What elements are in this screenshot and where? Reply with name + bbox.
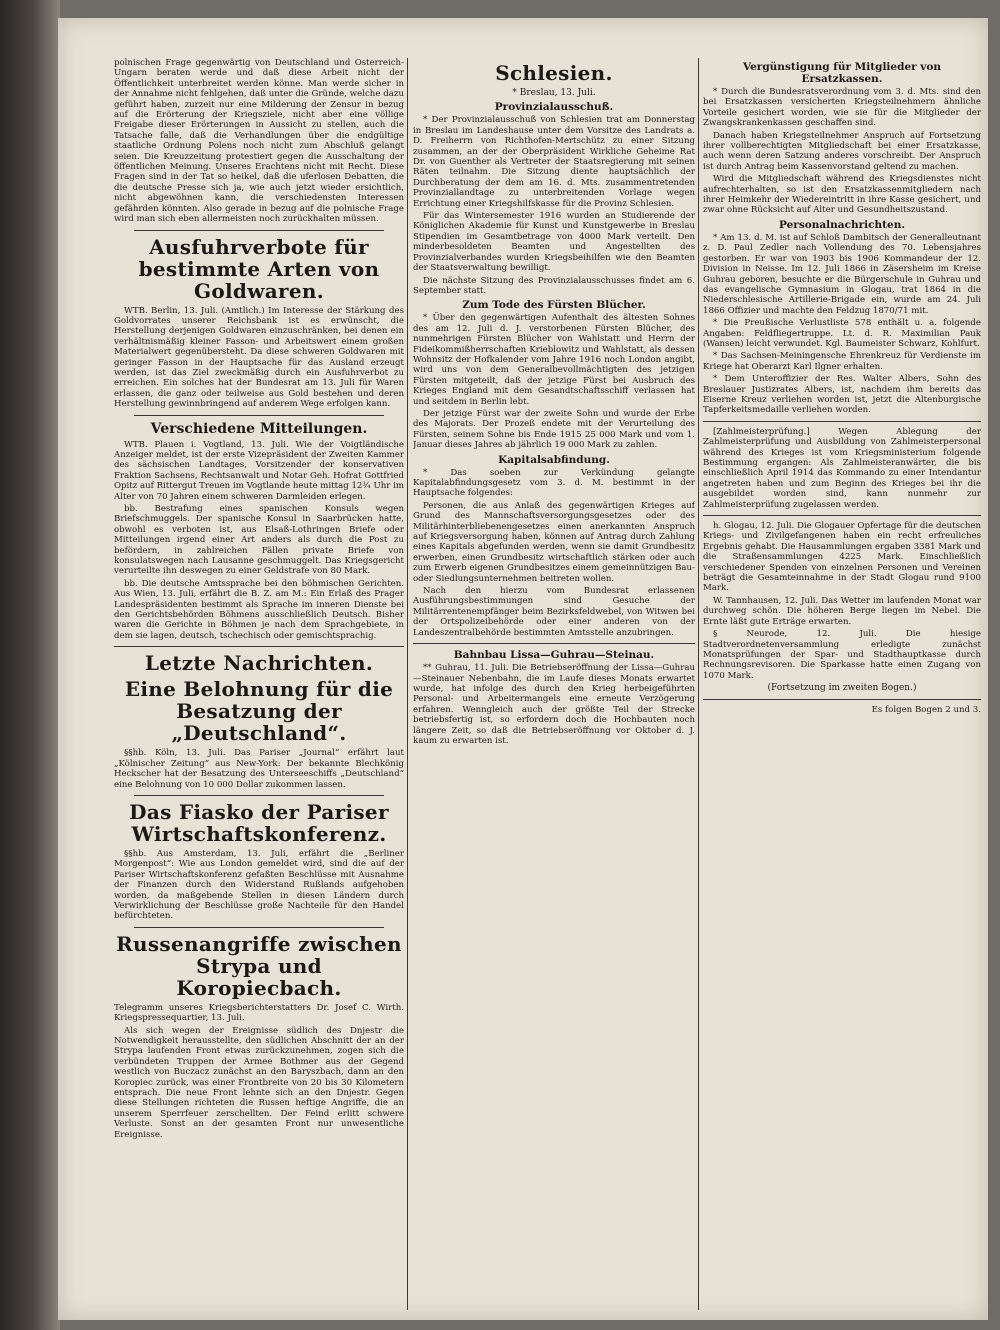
article-text: WTB. Berlin, 13. Juli. (Amtlich.) Im Interesse der Stärkung des Goldvorrates unserer Reichsbank ist es erwünscht, die Herstellung derjenigen Goldwaren einzuschränken, bei denen ein verhältnismäßig kleiner Fasson- und Arbeitswert einem großen Materialwert gegenübersteht. Da diese schweren Goldwaren mit geringer Fasson in der Hauptsache für das Ausland erzeugt werden, ist das Ziel zweckmäßig durch ein Ausfuhrverbot zu erreichen. Ein solches hat der Bundesrat am 13. Juli für Waren erlassen, die ganz oder teilweise aus Gold bestehen und deren Herstellung gewinnbringend auf anderem Wege erfolgen kann. — [114, 305, 404, 410]
continuation-note: (Fortsetzung im zweiten Bogen.) — [767, 683, 917, 694]
intro-paragraph: polnischen Frage gegenwärtig von Deutschland und Österreich-Ungarn beraten werde und daß diese Arbeit nicht der Öffentlichkeit unterbreitet werden könne. Man werde sicher in der Annahme nicht fehlgehen, daß unter die Gründe, welche dazu geführt haben, zurzeit nur eine Milderung der Zensur in bezug auf die Erörterung der Kriegsziele, nicht aber eine völlige Freigabe dieser Erörterungen in Aussicht zu stellen, auch die Tatsache falle, daß die Verhandlungen über die endgültige staatliche Ordnung Polens noch nicht zum Abschluß gelangt seien. Die Kreuzzeitung protestiert gegen die Ausschaltung der öffentlichen Meinung. Unseres Erachtens nicht mit Recht. Diese Fragen sind in der Tat so heikel, daß die uferlosen Debatten, die die deutsche Presse sich ja, wie auch jetzt wieder ersichtlich, nicht abgewöhnen kann, die verschiedensten Interessen gefährden könnten. Also gerade in bezug auf die polnische Frage wird man sich eben allermeisten noch zurückhalten müssen. — [114, 58, 404, 225]
article-headline: Bahnbau Lissa—Guhrau—Steinau. — [453, 649, 655, 662]
divider — [134, 415, 384, 416]
section-headline: Letzte Nachrichten. — [144, 651, 374, 676]
column-left — [114, 58, 404, 1310]
article-headline: Kapitalsabfindung. — [498, 453, 610, 466]
article-headline: Zum Tode des Fürsten Blücher. — [462, 299, 646, 312]
column-rule — [698, 58, 699, 1310]
divider — [134, 230, 384, 231]
article-text: Für das Wintersemester 1916 wurden an Studierende der Königlichen Akademie für Kunst und Kunstgewerbe in Breslau Stipendien im Gesamtbetrage von 4000 Mark verteilt. Den minderbesoldeten Beamten und Angestellten des Provinzialverbandes wurden Kriegsbeihilfen wie den Beamten der Staatsverwaltung bewilligt. — [413, 211, 695, 274]
article-text: ** Guhrau, 11. Juli. Die Betriebseröffnung der Lissa—Guhrau—Steinauer Nebenbahn, die im Laufe dieses Monats erwartet wurde, hat infolge des durch den Krieg herbeigeführten Personal- und Arbeitermangels eine erneute Verzögerung erfahren. Wenngleich auch der größte Teil der Strecke betriebsfertig ist, so erfordern doch die Hochbauten noch längere Zeit, so daß die Betriebseröffnung vor Oktober d. J. kaum zu erwarten ist. — [413, 663, 695, 746]
article-text: Danach haben Kriegsteilnehmer Anspruch auf Fortsetzung ihrer vollberechtigten Mitgliedschaft bei einer Ersatzkasse, auch wenn deren Satzung anderes vorschreibt. Der Anspruch ist durch Antrag beim Kassenvorstand geltend zu machen. — [703, 130, 981, 172]
divider — [703, 515, 981, 516]
article-text: * Über den gegenwärtigen Aufenthalt des ältesten Sohnes des am 12. Juli d. J. verstorbenen Fürsten Blücher, des nunmehrigen Fürsten Blücher von Wahlstatt und Herrn der Fideikommißherrschaften Krieblowitz und Wahlstatt, als dessen Wohnsitz der Hofkalender vom Jahre 1916 noch London angibt, wird uns von dem Generalbevollmächtigten des jetzigen Fürsten mitgeteilt, daß der jetzige Fürst bei Ausbruch des Krieges England mit dem Gesandtschaftsschiff verlassen hat und seitdem in Berlin lebt. — [413, 313, 695, 407]
article-text: * Durch die Bundesratsverordnung vom 3. d. Mts. sind den bei Ersatzkassen versicherten Kriegsteilnehmern ähnliche Vorteile gesichert worden, wie sie für die Mitglieder der Zwangskrankenkassen geschaffen sind. — [703, 87, 981, 129]
article-text: Die nächste Sitzung des Provinzialausschusses findet am 6. September statt. — [413, 275, 695, 296]
newspaper-page — [58, 18, 988, 1320]
dateline: * Breslau, 13. Juli. — [512, 88, 596, 98]
divider — [413, 643, 695, 644]
article-text: W. Tannhausen, 12. Juli. Das Wetter im laufenden Monat war durchweg schön. Die höheren Berge liegen im Nebel. Die Ernte läßt gute Erträge erwarten. — [703, 595, 981, 627]
article-text: Als sich wegen der Ereignisse südlich des Dnjestr die Notwendigkeit herausstellte, den südlichen Abschnitt der an der Strypa laufenden Front etwas zurückzunehmen, zogen sich die verbündeten Truppen der Armee Bothmer aus der Gegend westlich von Buczacz zunächst an den Baryszbach, dann an den Koropiec zurück, was einer Frontbreite von 20 bis 30 Kilometern entsprach. Die neue Front lehnte sich an den Dnjestr. Gegen diese Stellungen richteten die Russen heftige Angriffe, die an unserem Sperrfeuer zerschellten. Der Feind erlitt schwere Verluste. Sonst an der gesamten Front nur unwesentliche Ereignisse. — [114, 1025, 404, 1140]
article-byline: Telegramm unseres Kriegsberichterstatters Dr. Josef C. Wirth. Kriegspressequartier, 13. Juli. — [114, 1002, 404, 1024]
divider — [114, 646, 404, 647]
article-text: * Der Provinzialausschuß von Schlesien trat am Donnerstag in Breslau im Landeshause unter dem Vorsitze des Landrats a. D. Freiherrn von Richthofen-Mertschütz zu einer Sitzung zusammen, an der der Oberpräsident Wirkliche Geheime Rat Dr. von Guenther als Vertreter der Staatsregierung mit seinen Räten teilnahm. Die Sitzung diente hauptsächlich der Durchberatung der dem am 16. d. Mts. zusammentretenden Provinziallandtage zu unterbreitenden Vorlage wegen Errichtung einer Kriegshilfskasse für die Provinz Schlesien. — [413, 115, 695, 209]
article-text: WTB. Plauen i. Vogtland, 13. Juli. Wie der Voigtländische Anzeiger meldet, ist der erste Vizepräsident der Zweiten Kammer des sächsischen Landtages, Vorsitzender der konservativen Fraktion Sachsens, Rechtsanwalt und Notar Geh. Hofrat Gottfried Opitz auf Rittergut Treuen im Vogtlande heute mittag 12¾ Uhr im Alter von 70 Jahren einem schweren Darmleiden erlegen. — [114, 439, 404, 502]
divider — [703, 699, 981, 700]
article-text: Personen, die aus Anlaß des gegenwärtigen Krieges auf Grund des Mannschaftsversorgungsgesetzes oder des Militärhinterbliebenengesetzes einen anerkannten Anspruch auf Kriegsversorgung haben, können auf Antrag durch Zahlung eines Kapitals abgefunden werden, wenn sie damit Grundbesitz erwerben, einen Grundbesitz wirtschaftlich stärken oder auch zum Erwerb eigenen Grundbesitzes einem gemeinnützigen Bau- oder Siedlungsunternehmen beitreten wollen. — [413, 500, 695, 584]
article-headline: Provinzialausschuß. — [494, 101, 614, 114]
book-binding — [0, 0, 60, 1330]
article-headline: Verschiedene Mitteilungen. — [150, 420, 368, 437]
article-text: § Neurode, 12. Juli. Die hiesige Stadtverordnetenversammlung erledigte zunächst Monatsprüfungen der Spar- und Stadthauptkasse durch Rechnungsrevisoren. Die Sparkasse hatte einen Zugang von 1070 Mark. — [703, 629, 981, 681]
article-text: bb. Bestrafung eines spanischen Konsuls wegen Briefschmuggels. Der spanische Konsul in Saarbrücken hatte, obwohl es verboten ist, aus Elsaß-Lothringen Briefe oder Mitteilungen irgend einer Art anders als durch die Post zu befördern, in zahlreichen Fällen private Briefe von konsulatswegen nach Lausanne geschmuggelt. Das Kriegsgericht verurteilte ihn deswegen zu einer Geldstrafe von 80 Mark. — [114, 504, 404, 577]
article-text: bb. Die deutsche Amtssprache bei den böhmischen Gerichten. Aus Wien, 13. Juli, erfährt die B. Z. am M.: Ein Erlaß des Prager Landespräsidenten bestimmt als Sprache im inneren Dienste bei den Gerichtsbehörden Böhmens ausschließlich Deutsch. Bisher waren die Gerichte in Böhmen je nach dem Sprachgebiete, in dem sie lagen, deutsch, tschechisch oder gemischtsprachig. — [114, 578, 404, 641]
article-text: Wird die Mitgliedschaft während des Kriegsdienstes nicht aufrechterhalten, so ist den Ersatzkassenmitgliedern nach ihrer Heimkehr der Wiedereintritt in ihre Kasse gesichert, und zwar ohne Rücksicht auf Alter und Gesundheitszustand. — [703, 174, 981, 216]
article-text: Nach den hierzu vom Bundesrat erlassenen Ausführungsbestimmungen sind Gesuche der Militärrentenempfänger beim Bezirksfeldwebel, von Witwen bei der Ortspolizeibehörde oder einer anderen von der Landeszentralbehörde bestimmten Amtsstelle anzubringen. — [413, 586, 695, 638]
article-headline: Das Fiasko der Pariser Wirtschaftskonferenz. — [129, 799, 389, 846]
page-footer: Es folgen Bogen 2 und 3. — [871, 704, 981, 715]
article-headline: Vergünstigung für Mitglieder von Ersatzkassen. — [742, 61, 942, 85]
article-headline: Russenangriffe zwischen Strypa und Koropiecbach. — [116, 931, 402, 1000]
article-headline: Personalnachrichten. — [779, 218, 905, 231]
column-middle — [413, 58, 695, 1310]
article-headline: Eine Belohnung für die Besatzung der „Deutschland“. — [124, 677, 394, 746]
article-text: * Am 13. d. M. ist auf Schloß Dambitsch der Generalleutnant z. D. Paul Zedler nach Vollendung des 70. Lebensjahres gestorben. Er war von 1903 bis 1906 Kommandeur der 12. Division in Neisse. Im 12. Juli 1866 in Zäsersheim im Kreise Guhrau geboren, besuchte er die Bürgerschule in Guhrau und das evangelische Gymnasium in Glogau, trat 1864 in die Niederschlesische Artillerie-Brigade ein, wurde am 24. Juli 1866 Offizier und machte den Feldzug 1870/71 mit. — [703, 232, 981, 316]
article-text: §§hb. Aus Amsterdam, 13. Juli, erfährt die „Berliner Morgenpost“: Wie aus London gemeldet wird, sind die auf der Pariser Wirtschaftskonferenz gefaßten Beschlüsse mit Ausnahme der Finanzen durch den Widerstand Rußlands aufgehoben worden, da maßgebende Stellen in diesen Ländern durch Verwirklichung der Beschlüsse große Nachteile für den Handel befürchteten. — [114, 848, 404, 922]
article-text: §§hb. Köln, 13. Juli. Das Pariser „Journal“ erfährt laut „Kölnischer Zeitung“ aus New-York: Der bekannte Blechkönig Heckscher hat der Besatzung des Unterseeschiffs „Deutschland“ eine Belohnung von 10 000 Dollar zukommen lassen. — [114, 748, 404, 790]
article-headline: Ausfuhrverbote für bestimmte Arten von Goldwaren. — [138, 234, 380, 303]
article-text: * Das soeben zur Verkündung gelangte Kapitalabfindungsgesetz vom 3. d. M. bestimmt in der Hauptsache folgendes: — [413, 467, 695, 499]
divider — [703, 421, 981, 422]
article-text: * Dem Unteroffizier der Res. Walter Albers, Sohn des Breslauer Justizrates Albers, ist, nachdem ihm bereits das Eiserne Kreuz verliehen worden ist, jetzt die Altenburgische Tapferkeitsmedaille verliehen worden. — [703, 374, 981, 416]
divider — [134, 795, 384, 796]
article-text: * Das Sachsen-Meiningensche Ehrenkreuz für Verdienste im Kriege hat Oberarzt Karl Ilgner erhalten. — [703, 351, 981, 372]
column-right — [703, 58, 981, 1310]
article-text: h. Glogau, 12. Juli. Die Glogauer Opfertage für die deutschen Kriegs- und Zivilgefangenen haben ein recht erfreuliches Ergebnis gehabt. Die Hausammlungen ergaben 3381 Mark und die Straßensammlungen 4225 Mark. Einschließlich verschiedener Spenden von einzelnen Personen und Vereinen beträgt die Gesamteinnahme in der Stadt Glogau rund 9100 Mark. — [703, 521, 981, 594]
section-headline: Schlesien. — [495, 61, 613, 85]
divider — [134, 927, 384, 928]
article-text: * Die Preußische Verlustliste 578 enthält u. a. folgende Angaben: Feldfliegertruppe. Lt. d. R. Maximilian Pauk (Wansen) leicht verwundet. Kgl. Baumeister Schwarz, Kohlfurt. — [703, 318, 981, 349]
article-text: Der jetzige Fürst war der zweite Sohn und wurde der Erbe des Majorats. Der Prozeß endete mit der Verurteilung des Fürsten, seinem Sohne bis Ende 1915 25 000 Mark und vom 1. Januar dieses Jahres ab jährlich 19 000 Mark zu zahlen. — [413, 408, 695, 451]
column-rule — [407, 58, 408, 1310]
article-text: [Zahlmeisterprüfung.] Wegen Ablegung der Zahlmeisterprüfung und Ausbildung von Zahlmeisterpersonal während des Krieges ist vom Kriegsministerium folgende Bestimmung ergangen: Als Zahlmeisteranwärter, die bis einschließlich April 1914 das Kommando zu einer Intendantur angetreten haben und zum Beginn des Krieges bei ihr die ausgebildet worden sind, kann nunmehr zur Zahlmeisterprüfung zugelassen werden. — [703, 426, 981, 510]
